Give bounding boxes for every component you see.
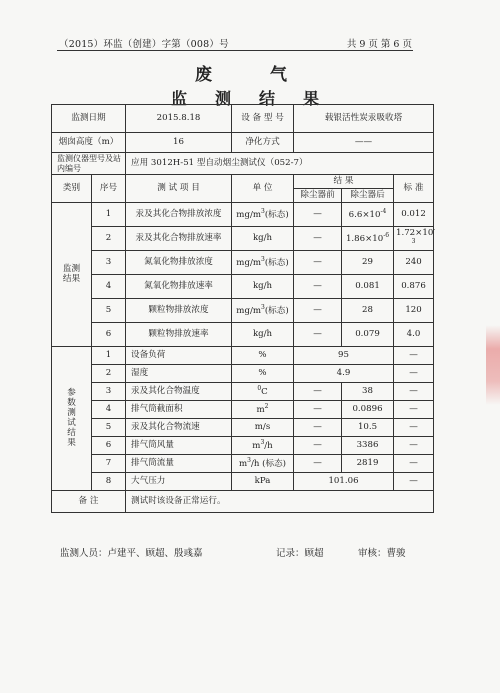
value-main: 4.0: [406, 329, 421, 340]
row-seq: 7: [92, 455, 126, 473]
col-category: 类别: [52, 175, 92, 203]
date-value: 2015.8.18: [126, 105, 232, 133]
row-value: 0.0896: [342, 401, 394, 419]
row-unit: [232, 299, 294, 323]
row-standard: —: [394, 455, 434, 473]
row-unit: [232, 455, 294, 473]
remarks-row: [52, 491, 434, 513]
equipment-value: 载银活性炭汞吸收塔: [294, 105, 434, 133]
unit-main: m: [252, 440, 261, 451]
row-before: —: [294, 401, 342, 419]
col-after: 除尘器后: [342, 189, 394, 203]
row-before: —: [294, 383, 342, 401]
row-unit: [232, 203, 294, 227]
row-after: [342, 299, 394, 323]
instrument-label: 监测仪器型号及站内编号: [52, 153, 126, 175]
unit-main: %: [258, 368, 267, 379]
row-before: —: [294, 299, 342, 323]
value-main: 120: [405, 305, 422, 316]
unit-main: m/s: [254, 422, 271, 433]
unit-sup: 3: [247, 457, 251, 465]
row-standard: [394, 299, 434, 323]
unit-sup: 3: [261, 256, 265, 264]
row-unit: [232, 323, 294, 347]
row-standard: —: [394, 419, 434, 437]
col-result: 结 果: [294, 175, 394, 189]
row-before: —: [294, 203, 342, 227]
unit-main: mg/m: [236, 305, 261, 316]
row-value: 38: [342, 383, 394, 401]
row-value: 4.9: [294, 365, 394, 383]
row-seq: 2: [92, 227, 126, 251]
row-seq: 1: [92, 203, 126, 227]
value-main: 29: [362, 257, 373, 268]
purify-method-label: 净化方式: [232, 133, 294, 153]
param-row: [52, 473, 434, 491]
row-standard: [394, 203, 434, 227]
row-standard: [394, 227, 434, 251]
row-item: 设备负荷: [126, 347, 232, 365]
unit-main: mg/m: [236, 257, 261, 268]
row-standard: —: [394, 473, 434, 491]
value-main: 0.012: [401, 208, 426, 219]
row-seq: 2: [92, 365, 126, 383]
row-unit: [232, 251, 294, 275]
value-main: 1.72×10: [396, 227, 434, 238]
param-row: [52, 401, 434, 419]
row-item: 颗粒物排放浓度: [126, 299, 232, 323]
row-seq: 5: [92, 419, 126, 437]
chimney-height-label: 烟囱高度（m）: [52, 133, 126, 153]
row-seq: 6: [92, 323, 126, 347]
value-main: 6.6×10: [348, 209, 381, 220]
row-item: 氮氧化物排放浓度: [126, 251, 232, 275]
monitor-row: [52, 203, 434, 227]
value-exponent: -3: [411, 226, 436, 245]
row-standard: [394, 323, 434, 347]
value-main: 240: [405, 257, 422, 268]
row-value: 101.06: [294, 473, 394, 491]
row-standard: [394, 251, 434, 275]
row-unit: [232, 383, 294, 401]
param-group-label: 参数测试结果: [52, 347, 92, 491]
unit-tail: /h (标态): [250, 458, 287, 469]
row-unit: [232, 401, 294, 419]
unit-tail: /h: [264, 440, 273, 451]
unit-main: mg/m: [236, 209, 261, 220]
param-row: [52, 365, 434, 383]
row-seq: 5: [92, 299, 126, 323]
value-exponent: -4: [380, 207, 387, 215]
row-unit: [232, 275, 294, 299]
row-item: 湿度: [126, 365, 232, 383]
row-item: 排气筒风量: [126, 437, 232, 455]
value-main: 28: [362, 305, 373, 316]
row-item: 汞及其化合物流速: [126, 419, 232, 437]
value-main: 0.079: [355, 329, 380, 340]
equipment-label: 设 备 型 号: [232, 105, 294, 133]
row-unit: [232, 365, 294, 383]
row-standard: —: [394, 347, 434, 365]
row-after: [342, 323, 394, 347]
unit-main: kg/h: [252, 329, 273, 340]
monitor-group-label: 监测结果: [52, 203, 92, 347]
row-item: 大气压力: [126, 473, 232, 491]
page-indicator: 共 9 页 第 6 页: [346, 39, 412, 50]
row-unit: [232, 227, 294, 251]
row-standard: —: [394, 437, 434, 455]
reviewer: 审核：曹骏: [358, 548, 406, 559]
row-item: 汞及其化合物排放浓度: [126, 203, 232, 227]
unit-main: m: [238, 458, 248, 469]
instrument-value: 应用 3012H-51 型自动烟尘测试仪（052-7）: [126, 153, 434, 175]
row-after: [342, 275, 394, 299]
unit-degree: 0: [257, 385, 262, 393]
row-unit: [232, 473, 294, 491]
row-item: 汞及其化合物温度: [126, 383, 232, 401]
row-item: 汞及其化合物排放速率: [126, 227, 232, 251]
row-unit: [232, 419, 294, 437]
title-line-1: 废气: [195, 65, 345, 85]
value-exponent: -6: [383, 231, 390, 239]
row-before: —: [294, 455, 342, 473]
row-seq: 8: [92, 473, 126, 491]
row-value: 3386: [342, 437, 394, 455]
row-value: 10.5: [342, 419, 394, 437]
row-item: 氮氧化物排放速率: [126, 275, 232, 299]
row-standard: —: [394, 401, 434, 419]
monitor-row: [52, 299, 434, 323]
row-unit: [232, 347, 294, 365]
date-label: 监测日期: [52, 105, 126, 133]
remarks-label: 备 注: [52, 491, 126, 513]
value-main: 0.081: [355, 281, 380, 292]
row-before: —: [294, 437, 342, 455]
param-row: [52, 437, 434, 455]
seal-stamp-edge: [486, 325, 500, 405]
row-value: 95: [294, 347, 394, 365]
unit-tail: (标态): [264, 257, 289, 268]
unit-main: C: [261, 386, 268, 397]
unit-main: m: [256, 404, 265, 415]
purify-method-value: ——: [294, 133, 434, 153]
param-row: [52, 455, 434, 473]
title-line-2: 监测结果: [170, 89, 347, 108]
monitor-row: [52, 227, 434, 251]
row-after: [342, 203, 394, 227]
row-seq: 4: [92, 401, 126, 419]
param-row: [52, 383, 434, 401]
row-seq: 1: [92, 347, 126, 365]
row-before: —: [294, 227, 342, 251]
monitor-row: [52, 275, 434, 299]
monitor-row: [52, 323, 434, 347]
unit-sup: 3: [261, 304, 265, 312]
row-item: 颗粒物排放速率: [126, 323, 232, 347]
unit-tail: (标态): [264, 305, 289, 316]
row-standard: —: [394, 365, 434, 383]
unit-sup: 2: [264, 403, 269, 411]
row-seq: 6: [92, 437, 126, 455]
col-unit: 单 位: [232, 175, 294, 203]
row-seq: 3: [92, 251, 126, 275]
unit-main: kg/h: [252, 232, 273, 243]
row-before: —: [294, 251, 342, 275]
remarks-value: 测试时该设备正常运行。: [126, 491, 434, 513]
row-seq: 4: [92, 275, 126, 299]
row-after: [342, 251, 394, 275]
monitor-row: [52, 251, 434, 275]
row-item: 排气筒流量: [126, 455, 232, 473]
recorder: 记录：顾超: [276, 548, 324, 559]
row-standard: —: [394, 383, 434, 401]
monitor-staff: 监测人员：卢建平、顾超、殷彧嘉: [60, 548, 203, 559]
unit-main: kg/h: [252, 281, 273, 292]
row-value: 2819: [342, 455, 394, 473]
col-seq: 序号: [92, 175, 126, 203]
row-before: —: [294, 275, 342, 299]
value-main: 0.876: [401, 281, 426, 292]
unit-sup: 3: [261, 207, 265, 215]
value-main: 1.86×10: [345, 233, 384, 244]
header-rule: [57, 50, 413, 51]
col-item: 测 试 项 目: [126, 175, 232, 203]
unit-tail: (标态): [264, 209, 289, 220]
row-before: —: [294, 419, 342, 437]
row-before: —: [294, 323, 342, 347]
row-unit: [232, 437, 294, 455]
row-standard: [394, 275, 434, 299]
unit-main: kPa: [254, 476, 271, 487]
unit-sup: 3: [260, 439, 265, 447]
row-after: [342, 227, 394, 251]
col-before: 除尘器前: [294, 189, 342, 203]
chimney-height-value: 16: [126, 133, 232, 153]
col-standard: 标 准: [394, 175, 434, 203]
results-table: [51, 104, 434, 513]
doc-number: （2015）环监（创建）字第（008）号: [59, 39, 229, 50]
row-seq: 3: [92, 383, 126, 401]
param-row: [52, 347, 434, 365]
row-item: 排气筒截面积: [126, 401, 232, 419]
unit-main: %: [258, 350, 267, 361]
param-row: [52, 419, 434, 437]
